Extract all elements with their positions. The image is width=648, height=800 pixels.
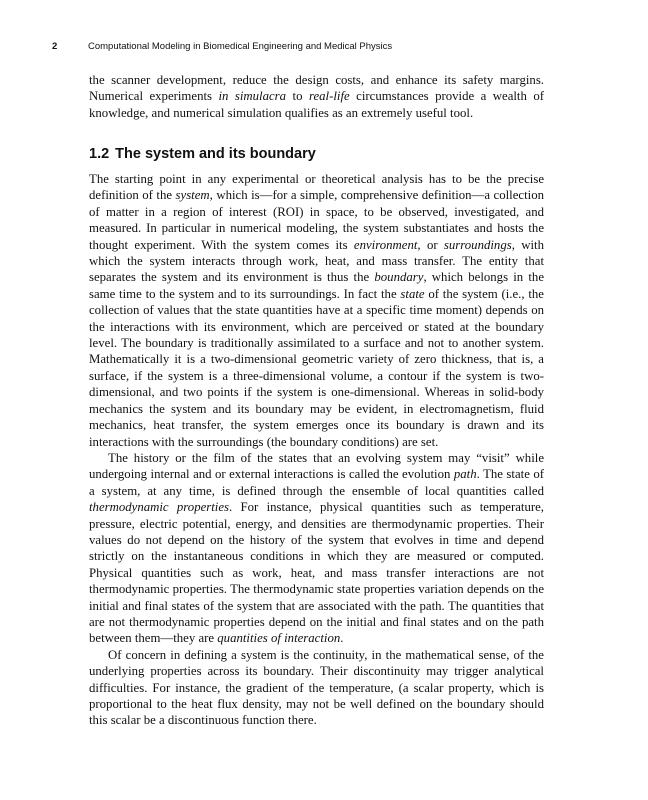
- section-number: 1.2: [89, 146, 110, 162]
- section-heading: [89, 146, 316, 162]
- running-title: Computational Modeling in Biomedical Engineering and Medical Physics: [88, 41, 393, 52]
- section-title: The system and its boundary: [115, 146, 316, 162]
- intro-paragraph: the scanner development, reduce the design costs, and enhance its safety margins. Numerical experiments in simulacra to real-life circumstances provide a wealth of knowledge, and numerical simulation qualifies as an extremely useful tool.: [89, 73, 545, 120]
- page-number: 2: [52, 41, 58, 52]
- running-header: [52, 41, 552, 55]
- paragraph-evolution-path: The history or the film of the states that an evolving system may “visit” while undergoing internal and or external interactions is called the evolution path. The state of a system, at any time, is defined through the ensemble of local quantities called thermodynamic properties. For instance, physical quantities such as temperature, pressure, electric potential, energy, and densities are thermodynamic properties. Their values do not depend on the history of the system that evolves in time and depend strictly on the instantaneous conditions in which they are measured or computed. Physical quantities such as work, heat, and mass transfer interactions are not thermodynamic properties. The thermodynamic state properties variation depends on the initial and final states of the system that are associated with the path. The quantities that are not thermodynamic properties depend on the initial and final states and on the path between them—they are quantities of interaction.: [89, 450, 545, 646]
- paragraph-continuity: Of concern in defining a system is the continuity, in the mathematical sense, of the underlying properties across its boundary. Their discontinuity may trigger analytical difficulties. For instance, the gradient of the temperature, (a scalar property, which is proportional to the heat flux density, may not be well defined on the boundary should this scalar be a discontinuous function there.: [89, 647, 544, 728]
- intro-paragraph-block: [89, 72, 544, 121]
- paragraph-system-definition: The starting point in any experimental or theoretical analysis has to be the precise definition of the system, which is—for a simple, comprehensive definition—a collection of matter in a region of interest (ROI) in space, to be observed, investigated, and measured. In particular in numerical modeling, the system substantiates and hosts the thought experiment. With the system comes its environment, or surroundings, with which the system interacts through work, heat, and mass transfer. The entity that separates the system and its environment is thus the boundary, which belongs in the same time to the system and to its surroundings. In fact the state of the system (i.e., the collection of values that the state quantities have at a specific time moment) depends on the interactions with its environment, which are perceived or stated at the boundary level. The boundary is traditionally assimilated to a surface and not to another system. Mathematically it is a two-dimensional geometric variety of zero thickness, that is, a surface, if the system is a three-dimensional volume, a contour if the system is two-dimensional, and two points if the system is one-dimensional. Whereas in solid-body mechanics the system and its boundary may be evident, in electromagnetism, fluid mechanics, heat transfer, the system emerges once its boundary is drawn and its interactions with the surroundings (the boundary conditions) are set.: [89, 172, 544, 449]
- section-body: [89, 171, 544, 729]
